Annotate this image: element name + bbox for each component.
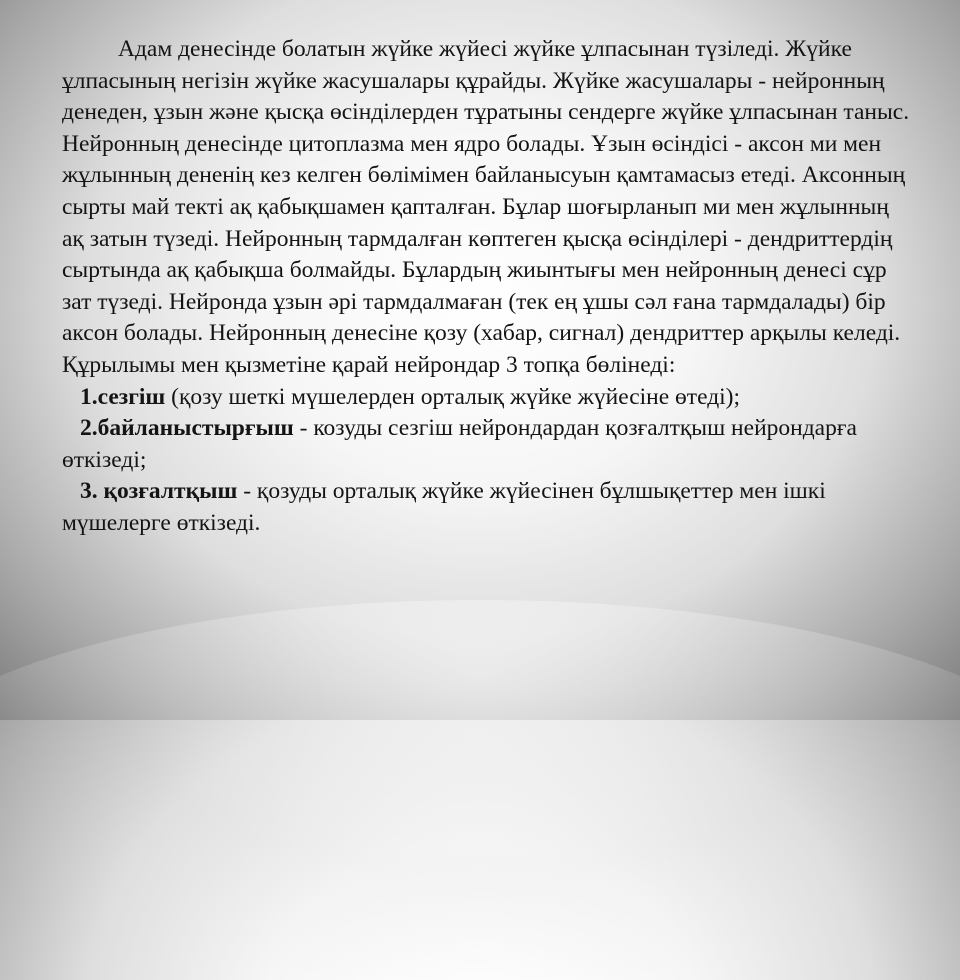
list-item-number: 3. — [80, 478, 104, 505]
list-item-associative — [62, 413, 912, 476]
list-item-text: (қозу шеткі мүшелерден орталық жүйке жүйесіне өтеді); — [165, 383, 741, 410]
intro-paragraph: Адам денесінде болатын жүйке жүйесі жүйке ұлпасынан түзіледі. Жүйке ұлпасының негізін жүйке жасушалары құрайды. Жүйке жасушалары - нейронның денеден, ұзын және қысқа өсінділерден тұратыны сендерге жүйке ұлпасынан таныс. Нейронның денесінде цитоплазма мен ядро болады. Ұзын өсіндісі - аксон ми мен жұлынның дененің кез келген бөлімімен байланысуын қамтамасыз етеді. Аксонның сырты май текті ақ қабықшамен қапталған. Бұлар шоғырланып ми мен жұлынның ақ затын түзеді. Нейронның тармдалған көптеген қысқа өсінділері - дендриттердің сыртында ақ қабықша болмайды. Бұлардың жиынтығы мен нейронның денесі сұр зат түзеді. Нейронда ұзын әрі тармдалмаған (тек ең ұшы сәл ғана тармдалады) бір аксон болады. Нейронның денесіне қозу (хабар, сигнал) дендриттер арқылы келеді. Құрылымы мен қызметіне қарай нейрондар 3 топқа бөлінеді: — [62, 36, 910, 378]
slide-text-body — [62, 34, 912, 540]
list-item-term: байланыстырғыш — [97, 415, 294, 442]
list-item-number: 1. — [80, 383, 98, 410]
list-item-number: 2. — [80, 415, 98, 442]
list-item-sensory — [62, 382, 912, 414]
list-item-term: қозғалтқыш — [103, 478, 238, 505]
list-item-text: - қозуды орталық жүйке жүйесінен бұлшықеттер мен ішкі мүшелерге өткізеді. — [62, 478, 826, 536]
list-item-term: сезгіш — [97, 383, 166, 410]
background-arc-decoration — [0, 600, 960, 980]
list-item-motor — [62, 476, 912, 539]
list-item-text: - козуды сезгіш нейрондардан қозғалтқыш нейрондарға өткізеді; — [62, 415, 857, 473]
